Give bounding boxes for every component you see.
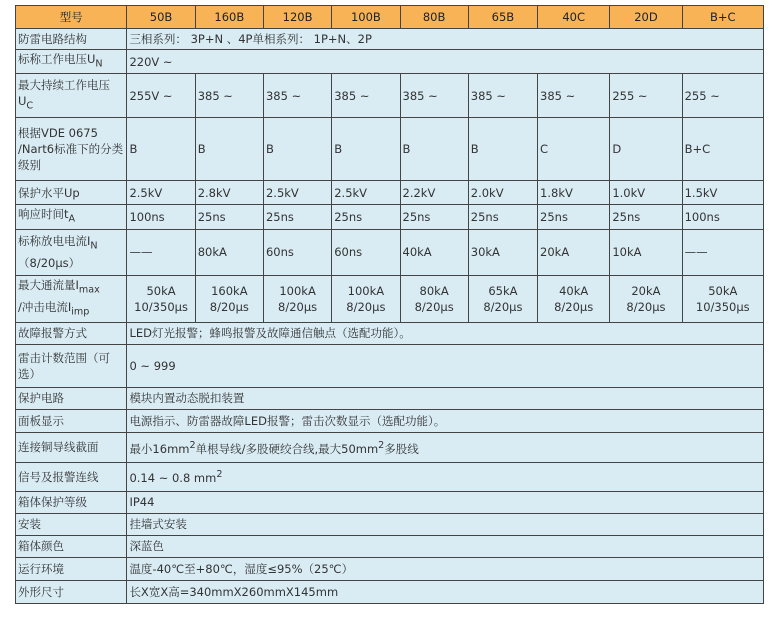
superscript: 2 [189,439,196,451]
table-cell: B [263,118,331,181]
row-value [127,432,764,462]
row-label-subscript: max [78,284,100,296]
table-row [16,118,764,181]
table-row [16,205,764,229]
table-row [16,344,764,387]
table-cell: 25ns [263,205,331,229]
table-cell: D [610,118,682,181]
table-cell: B [468,118,537,181]
row-label: 安装 [16,513,127,535]
table-cell: 30kA [468,229,537,275]
row-value: 长X宽X高=340mmX260mmX145mm [127,580,764,603]
table-cell [195,275,263,322]
table-cell: 2.5kV [127,181,195,205]
cell-bottom: 8/20μs [346,299,386,314]
cell-bottom: 10/350μs [134,299,188,314]
header-cell: B+C [682,6,763,29]
table-row [16,491,764,513]
row-label: 连接铜导线截面 [16,432,127,462]
header-cell: 20D [610,6,682,29]
table-cell: 385 ~ [195,74,263,118]
table-cell: —— [127,229,195,275]
table-row [16,557,764,580]
table-cell [468,275,537,322]
row-value: 电源指示、防雷器故障LED报警；雷击次数显示（选配功能）。 [127,409,764,432]
header-cell: 120B [263,6,331,29]
cell-bottom: 8/20μs [483,299,523,314]
table-cell: 25ns [195,205,263,229]
table-row [16,513,764,535]
table-cell: 25ns [332,205,400,229]
table-row [16,229,764,275]
cell-top: 20kA [631,283,661,298]
header-cell: 型号 [16,6,127,29]
row-label-text: 标称工作电压U [18,52,96,66]
table-cell [400,275,468,322]
cell-top: 100kA [347,283,385,298]
cell-bottom: 8/20μs [209,299,249,314]
table-cell: 20kA [538,229,610,275]
header-cell: 160B [195,6,263,29]
table-cell: 25ns [610,205,682,229]
table-cell: 25ns [400,205,468,229]
table-cell: —— [682,229,763,275]
table-row [16,432,764,462]
table-cell: 385 ~ [263,74,331,118]
table-cell: 1.0kV [610,181,682,205]
table-cell: 25ns [538,205,610,229]
row-label-text: 最大通流量I [18,278,79,293]
table-row [16,181,764,205]
row-label-subscript: C [26,100,34,112]
wire-part-1: 最小16mm [129,441,190,456]
table-cell: 80kA [195,229,263,275]
cell-bottom: 8/20μs [554,299,594,314]
wire-part-2: 单根导线/多股硬绞合线,最大50mm [195,441,379,456]
table-cell: 40kA [400,229,468,275]
cell-bottom: 8/20μs [414,299,454,314]
row-value: LED灯光报警；蜂鸣报警及故障通信触点（选配功能）。 [127,322,764,344]
table-cell: 10kA [610,229,682,275]
row-label-subscript: N [90,240,98,252]
row-label: 箱体保护等级 [16,491,127,513]
table-cell: 385 ~ [400,74,468,118]
cell-bottom: 10/350μs [695,299,750,314]
row-label: 外形尺寸 [16,580,127,603]
table-cell: C [538,118,610,181]
table-cell: 385 ~ [332,74,400,118]
table-cell: 2.2kV [400,181,468,205]
spec-table-body [16,6,764,604]
row-label-subscript: N [95,58,103,70]
row-label: 保护电路 [16,387,127,409]
spec-table [15,5,764,604]
row-label-text: 最大持续工作电压U [18,78,110,109]
row-label [16,74,127,118]
row-label [16,229,127,275]
row-label: 故障报警方式 [16,322,127,344]
cell-top: 50kA [708,283,738,298]
table-cell: 2.0kV [468,181,537,205]
table-cell [263,275,331,322]
header-cell: 65B [468,6,537,29]
row-value: 挂墙式安装 [127,513,764,535]
table-cell: 2.5kV [263,181,331,205]
row-value: 三相系列： 3P+N 、4P单相系列： 1P+N、2P [127,29,764,50]
row-value: 深蓝色 [127,535,764,557]
table-cell: 60ns [263,229,331,275]
table-row [16,535,764,557]
row-value: 0 ~ 999 [127,344,764,387]
table-cell: 255 ~ [610,74,682,118]
table-cell: 100ns [682,205,763,229]
cell-top: 100kA [279,283,316,298]
table-cell: 2.5kV [332,181,400,205]
row-label [16,275,127,322]
table-row [16,462,764,491]
table-cell [682,275,763,322]
table-cell: B [400,118,468,181]
row-label: 运行环境 [16,557,127,580]
table-cell: 385 ~ [538,74,610,118]
row-label [16,50,127,74]
table-cell: 100ns [127,205,195,229]
wire-part-3: 多股线 [384,441,419,456]
table-row [16,275,764,322]
row-value: 温度-40℃至+80℃，湿度≤95%（25℃） [127,557,764,580]
table-row [16,50,764,74]
table-cell: 1.5kV [682,181,763,205]
row-label-line2: /冲击电流I [18,299,72,314]
table-row [16,322,764,344]
row-label [16,205,127,229]
table-row [16,74,764,118]
row-value: 220V ~ [127,50,764,74]
table-cell: 25ns [468,205,537,229]
row-value [127,462,764,491]
superscript: 2 [378,439,385,451]
table-cell [538,275,610,322]
row-label: 箱体颜色 [16,535,127,557]
table-cell: B [332,118,400,181]
table-cell [610,275,682,322]
cell-bottom: 8/20μs [278,299,318,314]
header-row [16,6,764,29]
row-label-text: 标称放电电流I [18,234,91,249]
table-row [16,29,764,50]
cell-bottom: 8/20μs [626,299,666,314]
table-row [16,580,764,603]
row-label: 根据VDE 0675 /Nart6标准下的分类级别 [16,118,127,181]
cell-top: 65kA [488,283,518,298]
table-row [16,387,764,409]
table-cell: 60ns [332,229,400,275]
table-cell: B [127,118,195,181]
cell-top: 80kA [419,283,449,298]
signal-value: 0.14 ~ 0.8 mm [129,471,217,485]
table-cell: 1.8kV [538,181,610,205]
superscript: 2 [216,469,223,481]
row-label-line2: （8/20μs） [18,255,81,270]
cell-top: 160kA [211,283,248,298]
table-cell [332,275,400,322]
table-cell: 385 ~ [468,74,537,118]
row-value: 模块内置动态脱扣装置 [127,387,764,409]
row-label: 保护水平Up [16,181,127,205]
row-label-subscript: A [68,213,76,225]
table-cell: B+C [682,118,763,181]
row-label-text: 响应时间t [18,207,69,222]
row-label: 雷击计数范围（可选） [16,344,127,387]
cell-top: 40kA [559,283,589,298]
row-value: IP44 [127,491,764,513]
header-cell: 100B [332,6,400,29]
row-label: 面板显示 [16,409,127,432]
header-cell: 80B [400,6,468,29]
table-row [16,409,764,432]
table-cell: 255 ~ [682,74,763,118]
row-label-subscript: imp [71,305,90,317]
table-cell: B [195,118,263,181]
header-cell: 50B [127,6,195,29]
row-label: 防雷电路结构 [16,29,127,50]
cell-top: 50kA [146,283,176,298]
row-label: 信号及报警连线 [16,462,127,491]
table-cell [127,275,195,322]
table-cell: 2.8kV [195,181,263,205]
header-cell: 40C [538,6,610,29]
table-cell: 255V ~ [127,74,195,118]
